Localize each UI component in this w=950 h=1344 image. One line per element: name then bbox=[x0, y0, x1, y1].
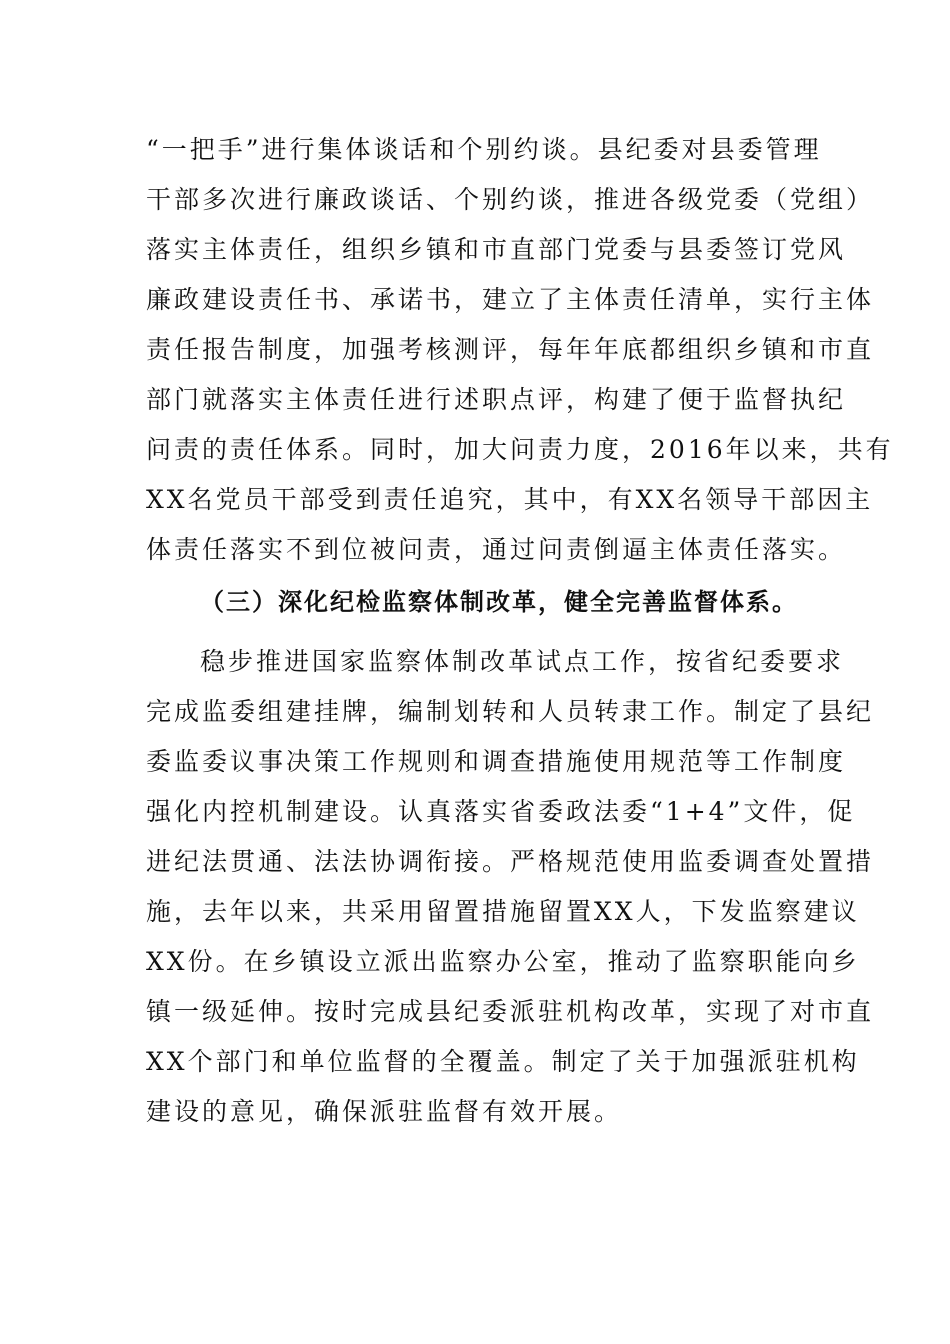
paragraph-line: 问责的责任体系。同时，加大问责力度，2016年以来，共有 bbox=[146, 435, 894, 464]
paragraph-1 bbox=[146, 125, 894, 575]
paragraph-line: 镇一级延伸。按时完成县纪委派驻机构改革，实现了对市直 bbox=[146, 997, 875, 1026]
paragraph-line: “一把手”进行集体谈话和个别约谈。县纪委对县委管理 bbox=[146, 135, 822, 164]
paragraph-line: 责任报告制度，加强考核测评，每年年底都组织乡镇和市直 bbox=[146, 335, 875, 364]
paragraph-line: 落实主体责任，组织乡镇和市直部门党委与县委签订党风 bbox=[146, 235, 847, 264]
section-heading-text: （三）深化纪检监察体制改革，健全完善监督体系。 bbox=[200, 588, 798, 616]
paragraph-line: 体责任落实不到位被问责，通过问责倒逼主体责任落实。 bbox=[146, 535, 847, 564]
paragraph-line: 强化内控机制建设。认真落实省委政法委“1+4”文件，促 bbox=[146, 797, 856, 826]
paragraph-line: 施，去年以来，共采用留置措施留置XX人，下发监察建议 bbox=[146, 897, 860, 926]
section-heading bbox=[146, 577, 811, 627]
paragraph-line: 部门就落实主体责任进行述职点评，构建了便于监督执纪 bbox=[146, 385, 847, 414]
paragraph-line: 委监委议事决策工作规则和调查措施使用规范等工作制度 bbox=[146, 747, 847, 776]
paragraph-line: XX个部门和单位监督的全覆盖。制定了关于加强派驻机构 bbox=[146, 1047, 860, 1076]
paragraph-line: 廉政建设责任书、承诺书，建立了主体责任清单，实行主体 bbox=[146, 285, 875, 314]
paragraph-line: XX份。在乡镇设立派出监察办公室，推动了监察职能向乡 bbox=[146, 947, 860, 976]
paragraph-2 bbox=[146, 637, 875, 1137]
paragraph-line: 完成监委组建挂牌，编制划转和人员转隶工作。制定了县纪 bbox=[146, 697, 875, 726]
paragraph-line: XX名党员干部受到责任追究，其中，有XX名领导干部因主 bbox=[146, 485, 874, 514]
paragraph-line: 干部多次进行廉政谈话、个别约谈，推进各级党委（党组） bbox=[146, 185, 875, 214]
paragraph-line: 进纪法贯通、法法协调衔接。严格规范使用监委调查处置措 bbox=[146, 847, 875, 876]
paragraph-line: 稳步推进国家监察体制改革试点工作，按省纪委要求 bbox=[200, 647, 845, 676]
paragraph-line: 建设的意见，确保派驻监督有效开展。 bbox=[146, 1097, 623, 1126]
